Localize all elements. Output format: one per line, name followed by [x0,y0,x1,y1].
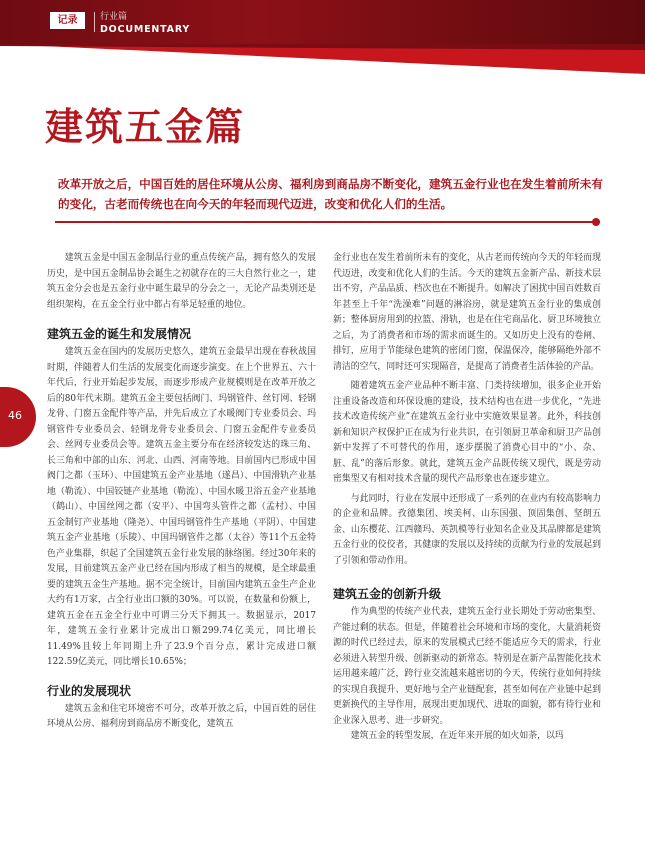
paragraph: 建筑五金在国内的发展历史悠久，建筑五金最早出现在春秋战国时期，伴随着人们生活的发展变化而逐步演变。在上个世界五、六十年代后，行业开始起步发展，而逐步形成产业规模则是在改革开放之后的80年代末期。建筑五金主要包括阀门、玛钢管件、丝钉网、轻钢龙骨、门窗五金配件等产品，并先后成立了水暖阀门专业委员会、玛钢管件专业委员会、轻钢龙骨专业委员会、门窗五金配件专业委员会、丝网专业委员会等。建筑五金主要分布在经济较发达的珠三角、长三角和中部的山东、河北、山西、河南等地。目前国内已形成中国阀门之都（玉环）、中国建筑五金产业基地（遂昌）、中国滑轨产业基地（勒流）、中国铰链产业基地（勒流）、中国水暖卫浴五金产业基地（鹤山）、中国丝网之都（安平）、中国弯头管件之都（孟村）、中国五金制钉产业基地（隆尧）、中国玛钢管件生产基地（平阴）、中国建筑五金产业基地（乐陵）、中国玛钢管件之都（太谷）等11个五金特色产业集群，织起了全国建筑五金行业发展的脉络图。经过30年来的发展，目前建筑五金产业已经在国内形成了相当的规模，是全球最重要的建筑五金生产基地。据不完全统计，目前国内建筑五金生产企业大约有1万家，占全行业出口额的30%。可以说，在数量和份额上，建筑五金在五金全行业中可谓三分天下拥其一。数据显示，2017年，建筑五金行业累计完成出口额299.74亿美元，同比增长11.49%且较上年同期上升了23.9个百分点，累计完成进口额122.59亿美元，同比增长10.65%； [47,347,316,667]
paragraph: 建筑五金和住宅环境密不可分，改革开放之后，中国百姓的居住环境从公房、福利房到商品房不断变化，建筑五 [47,703,316,729]
paragraph: 作为典型的传统产业代表，建筑五金行业长期处于劳动密集型、产能过剩的状态。但是，伴随着社会环境和市场的变化，大量消耗资源的时代已经过去，原来的发展模式已经不能适应今天的需求，行业必须进入转型升级、创新驱动的新常态。特别是在新产品智能化技术运用越来越广泛，跨行业交流越来越密切的今天，传统行业如何持续的实现自我提升、更好地与全产业链配套，甚至如何在产业链中起到更新换代的主导作用，展现出更加现代、进取的面貌，都有待行业和企业深入思考、进一步研究。 [333,607,601,726]
intro-rule [55,221,600,223]
section-heading: 建筑五金的诞生和发展情况 [47,327,192,341]
header-band [0,0,645,44]
right-column [333,251,601,745]
section-heading: 建筑五金的创新升级 [333,587,442,601]
paragraph: 建筑五金是中国五金制品行业的重点传统产品，拥有悠久的发展历史，是中国五金制品协会诞生之初就存在的三大自然行业之一，建筑五金分会也是五金行业中诞生最早的分会之一，无论产品类别还是组织架构，在五金全行业中都占有举足轻重的地位。 [47,253,316,310]
intro-lead: 改革开放之后，中国百姓的居住环境从公房、福利房到商品房不断变化，建筑五金行业也在发生着前所未有的变化，古老而传统也在向今天的年轻而现代迈进，改变和优化人们的生活。 [58,177,603,211]
intro-rule-dot [592,218,600,226]
section-tag: 记录 [50,12,85,29]
page-title: 建筑五金篇 [45,104,246,149]
paragraph: 建筑五金的转型发展，在近年来开展的如火如荼，以玛 [350,731,564,741]
header-category: 行业篇 [100,12,128,22]
header-section-en: DOCUMENTARY [100,24,191,35]
paragraph: 金行业也在发生着前所未有的变化，从古老而传统向今天的年轻而现代迈进，改变和优化人们的生活。今天的建筑五金新产品、新技术层出不穷，产品品质、档次也在不断提升。如解决了困扰中国百姓数百年甚至上千年“洗澡难”问题的淋浴房，就是建筑五金行业的集成创新；整体厨房用到的拉篮、滑轨，也是在住宅商品化、厨卫环境独立之后，为了消费者和市场的需求而诞生的。又如历史上没有的卷闸、排钉，应用于节能绿色建筑的密闭门窗，保温保冷，能够隔绝外部不清洁的空气，同时还可实现隔音，是提高了消费者生活体验的产品。 [333,253,601,372]
header-divider [94,12,95,32]
paragraph: 与此同时，行业在发展中还形成了一系列的在业内有较高影响力的企业和品牌。孜德集团、埃美柯、山东国强、顶固集创、坚朗五金、山东樱花、江西赣玛、英凯模等行业知名企业及其品牌都是建筑五金行业的佼佼者，其健康的发展以及持续的贡献为行业的发展起到了引领和带动作用。 [333,493,601,566]
page-number: 46 [8,409,22,422]
paragraph: 随着建筑五金产业品种不断丰富、门类持续增加，很多企业开始注重设备改造和环保设施的建设，技术结构也在进一步优化，“先进技术改造传统产业”在建筑五金行业中实施效果显著。此外，科技创新和知识产权保护正在成为行业共识，在引领厨卫革命和厨卫产品创新中发挥了不可替代的作用，逐步摆脱了消费心目中的“小、杂、脏、乱”的落后形象。就此，建筑五金产品既传统又现代，既是劳动密集型又有相对技术含量的现代产品形象也在逐步建立。 [333,381,601,484]
section-heading: 行业的发展现状 [47,683,132,698]
left-column [47,251,316,733]
header-red-wedge [0,44,645,74]
